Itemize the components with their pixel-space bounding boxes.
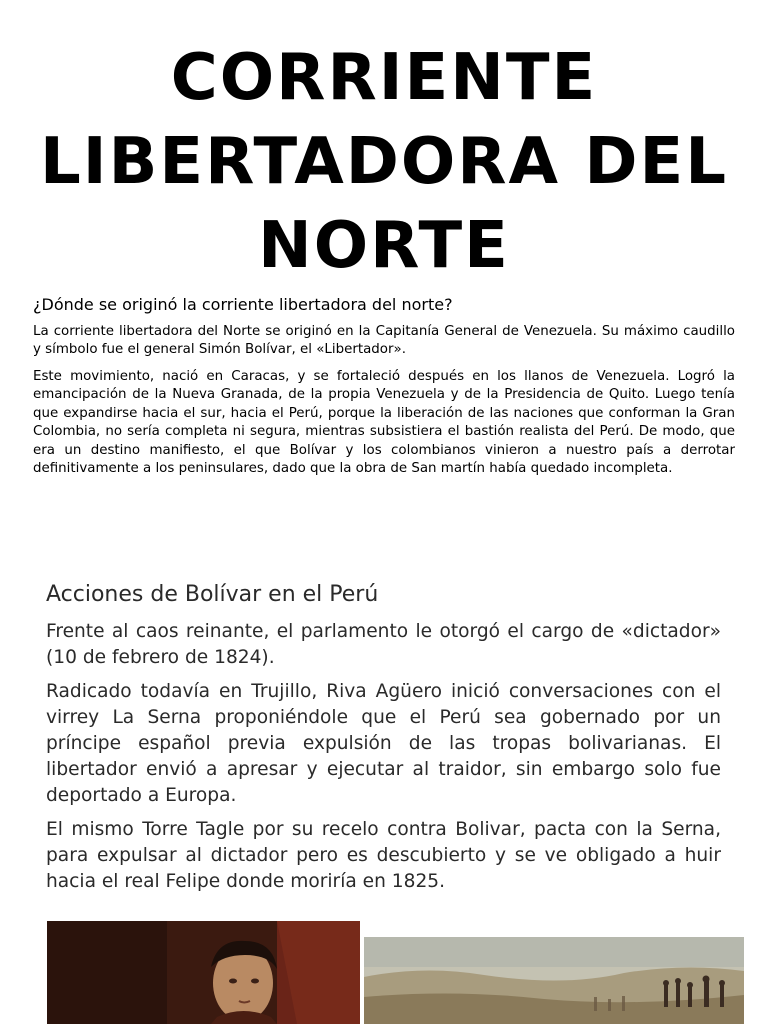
slide-paragraph: El mismo Torre Tagle por su recelo contra Bolivar, pacta con la Serna, para expulsar al dictador pero es descubierto y se ve obligado a huir hacia el real Felipe donde moriría en 1825.	[46, 819, 721, 892]
battle-illustration	[364, 937, 744, 1024]
bolivar-portrait-image	[47, 921, 360, 1024]
slide-paragraph: Frente al caos reinante, el parlamento le otorgó el cargo de «dictador» (10 de febrero de 1824).	[46, 621, 721, 668]
section-question: ¿Dónde se originó la corriente libertadora del norte?	[33, 295, 453, 314]
movement-paragraph: Este movimiento, nació en Caracas, y se fortaleció después en los llanos de Venezuela. Logró la emancipación de la Nueva Granada, de la propia Venezuela y de la Presidencia de Quito. Luego tenía que expandirse hacia el sur, hacia el Perú, porque la liberación de las naciones que conforman la Gran Colombia, no sería completa ni segura, mientras subsistiera el bastión realista del Perú. De modo, que era un destino manifiesto, el que Bolívar y los colombianos vinieron a nuestro país a derrotar definitivamente a los peninsulares, dado que la obra de San martín había quedado incompleta.	[33, 369, 735, 477]
page-title: CORRIENTE LIBERTADORA DEL NORTE	[40, 41, 728, 283]
origin-paragraph: La corriente libertadora del Norte se originó en la Capitanía General de Venezuela. Su máximo caudillo y símbolo fue el general Simón Bolívar, el «Libertador».	[33, 324, 735, 358]
slide-heading: Acciones de Bolívar en el Perú	[46, 582, 379, 607]
portrait-illustration	[47, 921, 360, 1024]
bolivar-actions-slide	[46, 580, 721, 903]
slide-paragraph: Radicado todavía en Trujillo, Riva Agüero inició conversaciones con el virrey La Serna proponiéndole que el Perú sea gobernado por un príncipe español previa expulsión de las tropas bolivarianas. El libertador envió a apresar y ejecutar al traidor, sin embargo solo fue deportado a Europa.	[46, 681, 721, 806]
battle-painting-image	[364, 937, 744, 1024]
